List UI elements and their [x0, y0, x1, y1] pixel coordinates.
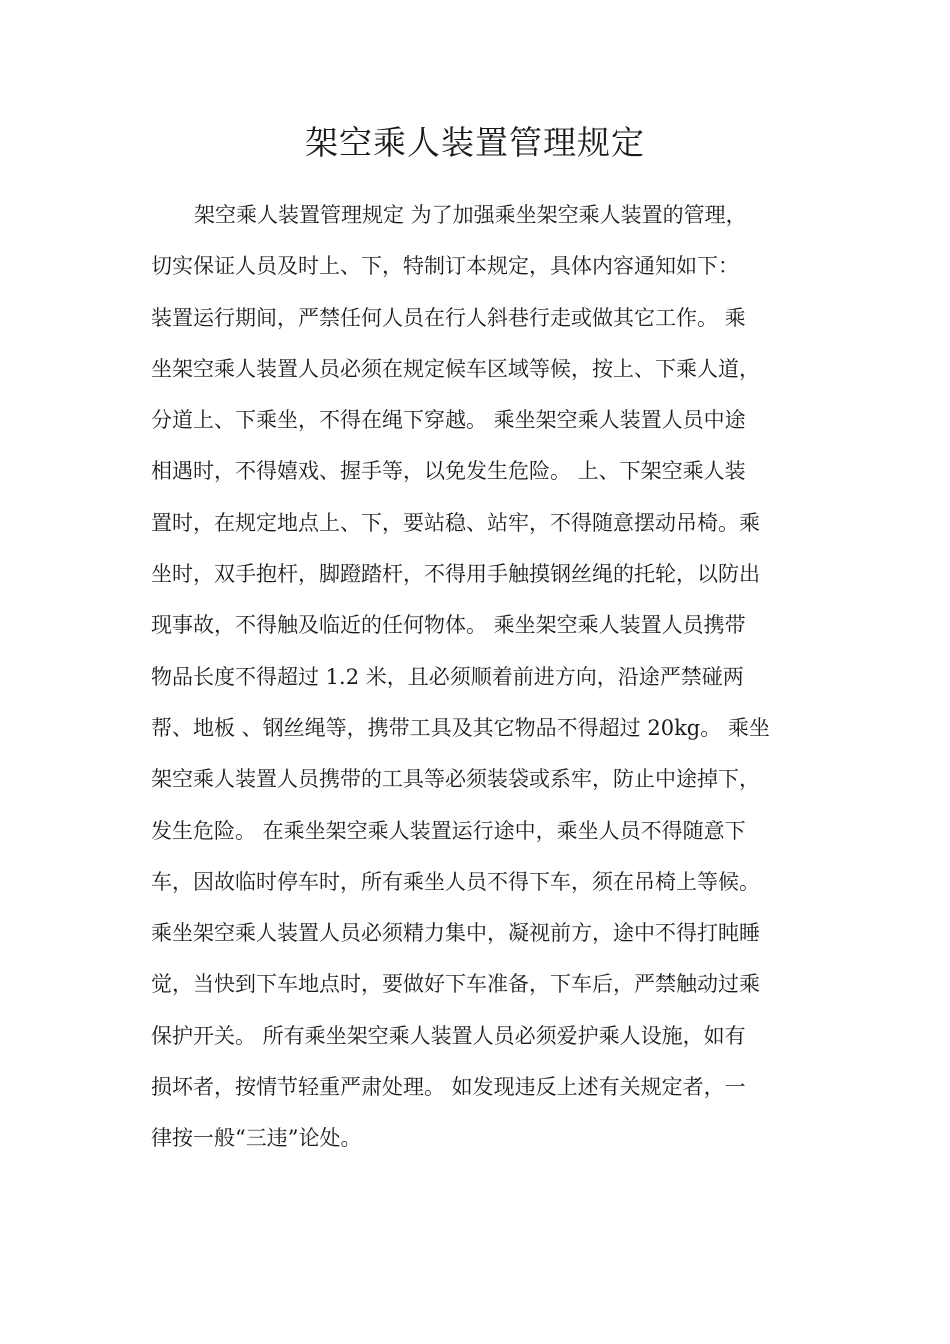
body-line: 架空乘人装置人员携带的工具等必须装袋或系牢，防止中途掉下， — [151, 767, 760, 792]
body-line: 发生危险。 在乘坐架空乘人装置运行途中，乘坐人员不得随意下 — [151, 818, 746, 843]
body-line: 车，因故临时停车时，所有乘坐人员不得下车，须在吊椅上等候。 — [151, 869, 760, 894]
body-line: 帮、地板 、钢丝绳等，携带工具及其它物品不得超过 20kg。 乘坐 — [151, 715, 770, 740]
body-line: 装置运行期间，严禁任何人员在行人斜巷行走或做其它工作。 乘 — [151, 305, 746, 330]
body-line: 现事故，不得触及临近的任何物体。 乘坐架空乘人装置人员携带 — [151, 613, 746, 638]
body-line: 觉，当快到下车地点时，要做好下车准备，下车后，严禁触动过乘 — [151, 972, 760, 997]
body-line: 坐时，双手抱杆，脚蹬踏杆，不得用手触摸钢丝绳的托轮，以防出 — [151, 562, 760, 587]
body-line: 律按一般“三违”论处。 — [151, 1126, 362, 1151]
document-body — [151, 190, 811, 1165]
body-line: 物品长度不得超过 1.2 米，且必须顺着前进方向，沿途严禁碰两 — [151, 664, 744, 689]
body-line: 保护开关。 所有乘坐架空乘人装置人员必须爱护乘人设施，如有 — [151, 1023, 746, 1048]
body-line: 相遇时，不得嬉戏、握手等，以免发生危险。 上、下架空乘人装 — [151, 459, 746, 484]
body-line: 切实保证人员及时上、下，特制订本规定，具体内容通知如下： — [151, 254, 739, 279]
body-line: 损坏者，按情节轻重严肃处理。 如发现违反上述有关规定者，一 — [151, 1075, 746, 1100]
body-line: 分道上、下乘坐，不得在绳下穿越。 乘坐架空乘人装置人员中途 — [151, 408, 746, 433]
body-line: 置时，在规定地点上、下，要站稳、站牢，不得随意摆动吊椅。乘 — [151, 510, 760, 535]
document-title: 架空乘人装置管理规定 — [305, 123, 645, 162]
body-line: 乘坐架空乘人装置人员必须精力集中，凝视前方，途中不得打盹睡 — [151, 921, 760, 946]
body-line: 坐架空乘人装置人员必须在规定候车区域等候，按上、下乘人道， — [151, 356, 760, 381]
body-line: 架空乘人装置管理规定 为了加强乘坐架空乘人装置的管理， — [194, 203, 747, 227]
